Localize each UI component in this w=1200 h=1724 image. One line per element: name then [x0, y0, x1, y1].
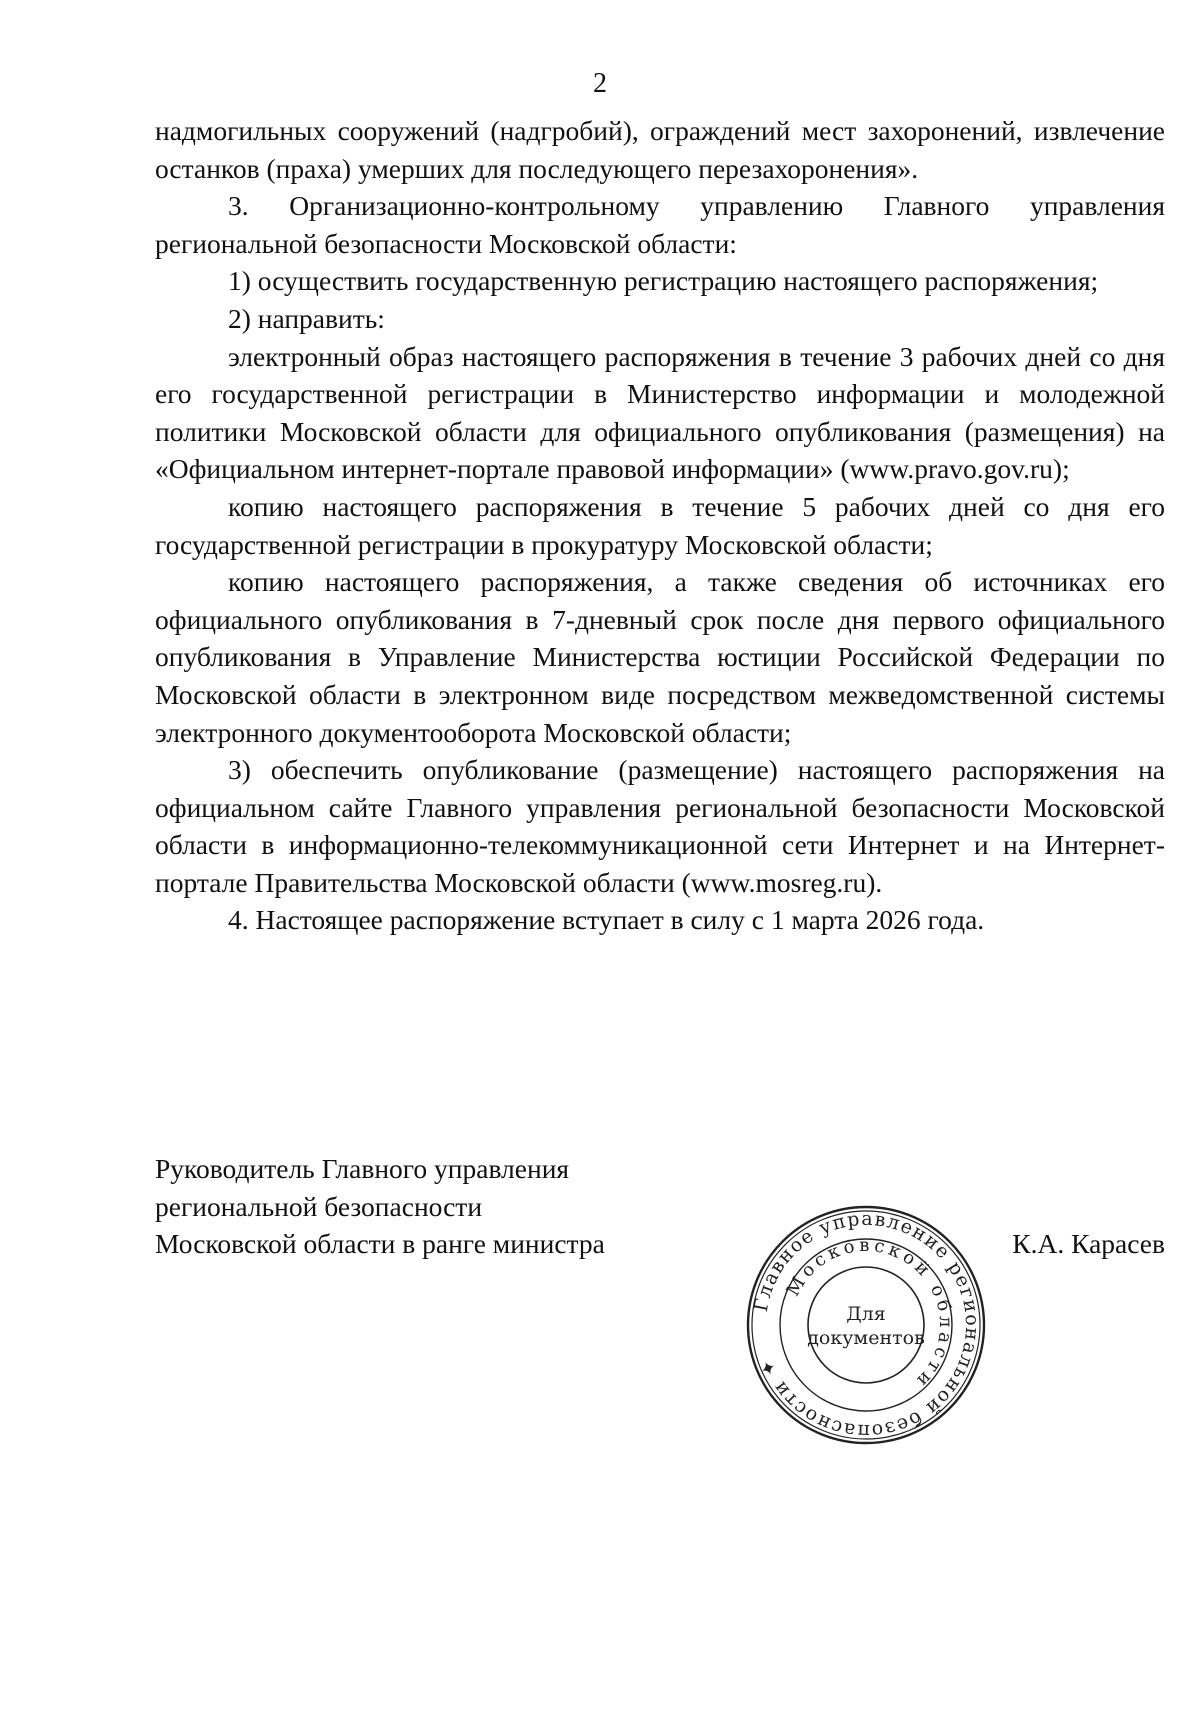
- paragraph-subitem-1: 1) осуществить государственную регистрацию настоящего распоряжения;: [228, 265, 1099, 297]
- paragraph-item-4: 4. Настоящее распоряжение вступает в силу с 1 марта 2026 года.: [228, 904, 985, 936]
- document-body: [155, 112, 1165, 939]
- signature-position: [155, 1150, 755, 1263]
- paragraph-item-3: 3. Организационно-контрольному управлению Главного управления региональной безопасности Московской области:: [155, 190, 1165, 259]
- signature-position-line: Руководитель Главного управления: [155, 1153, 570, 1184]
- signature-position-line: Московской области в ранге министра: [155, 1228, 605, 1260]
- stamp-svg: [741, 1200, 991, 1450]
- stamp-center-line-1: Для: [846, 1303, 886, 1325]
- stamp-outer-text: Главное управление региональной безопасности ✦: [749, 1207, 984, 1443]
- paragraph-electronic-image: электронный образ настоящего распоряжения в течение 3 рабочих дней со дня его государственной регистрации в Министерство информации и молодежной политики Московской области для официального опубликования (размещения) на «Официальном интернет-портале правовой информации» (www.pravo.gov.ru);: [155, 340, 1165, 485]
- signature-position-line: региональной безопасности: [155, 1190, 483, 1222]
- stamp-inner-text: Московской области: [782, 1234, 957, 1394]
- paragraph-subitem-2: 2) направить:: [228, 302, 385, 334]
- stamp-center-line-2: документов: [807, 1327, 925, 1349]
- paragraph-subitem-3: 3) обеспечить опубликование (размещение) настоящего распоряжения на официальном сайте Главного управления региональной безопасности Московской области в информационно-телекоммуникационной сети Интернет и на Интернет-портале Правительства Московской области (www.mosreg.ru).: [155, 754, 1165, 898]
- paragraph-continuation: надмогильных сооружений (надгробий), ограждений мест захоронений, извлечение останков (праха) умерших для последующего перезахоронения».: [155, 115, 1165, 184]
- stamp-inner-ring: [808, 1267, 924, 1383]
- paragraph-copy-ministry-justice: копию настоящего распоряжения, а также сведения об источниках его официального опубликования в 7-дневный срок после дня первого официального опубликования в Управление Министерства юстиции Российской Федерации по Московской области в электронном виде посредством межведомственной системы электронного документооборота Московской области;: [155, 566, 1165, 748]
- page-number: 2: [593, 68, 607, 99]
- paragraph-copy-prosecutor: копию настоящего распоряжения в течение 5 рабочих дней со дня его государственной регистрации в прокуратуру Московской области;: [155, 490, 1165, 560]
- signer-name: К.А. Карасев: [1012, 1228, 1165, 1259]
- official-seal-stamp: [741, 1200, 991, 1450]
